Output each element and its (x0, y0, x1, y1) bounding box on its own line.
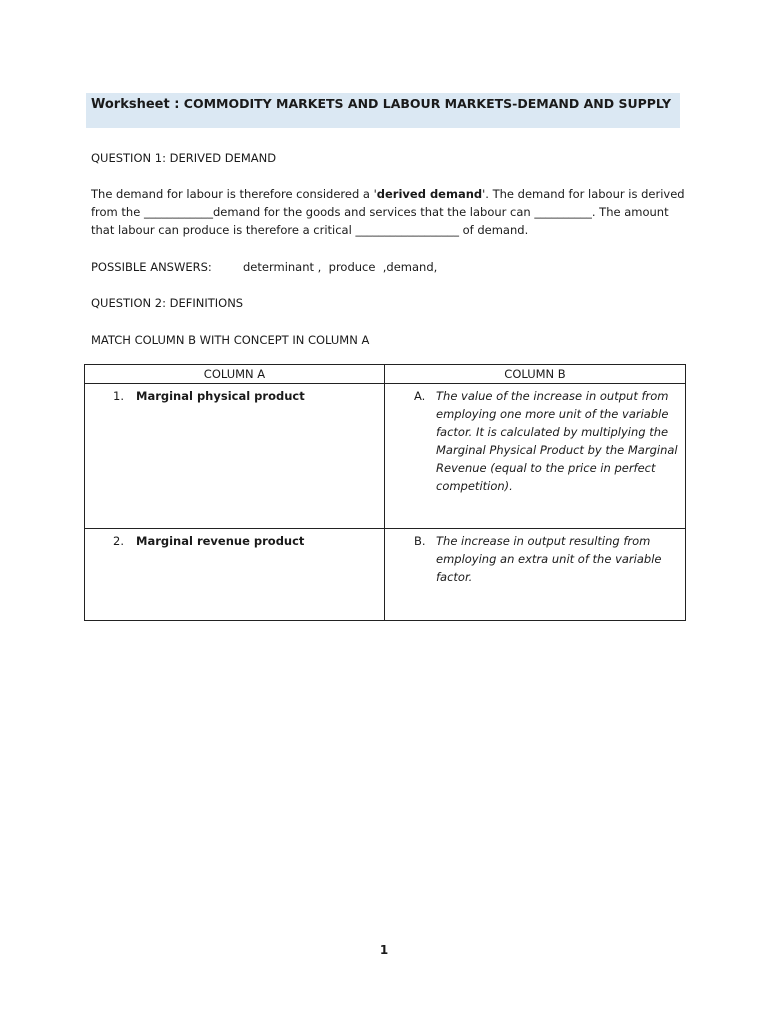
table-header-row (85, 365, 686, 384)
table-row (85, 529, 686, 621)
worksheet-title-lead: Worksheet : (91, 97, 180, 112)
worksheet-title-rest: COMMODITY MARKETS AND LABOUR MARKETS-DEMAND AND SUPPLY (183, 96, 671, 111)
worksheet-title-banner (86, 93, 680, 128)
question1-heading: QUESTION 1: DERIVED DEMAND (91, 151, 277, 165)
match-instruction: MATCH COLUMN B WITH CONCEPT IN COLUMN A (91, 333, 370, 347)
table-row (85, 384, 686, 529)
worksheet-title (91, 95, 671, 113)
item-number: 2. (113, 534, 124, 548)
definition-letter: B. (414, 534, 426, 548)
definition-letter: A. (414, 389, 426, 403)
possible-answers-list: determinant , produce ,demand, (243, 260, 438, 274)
column-a-cell (85, 529, 385, 621)
page-number: 1 (379, 943, 389, 957)
question1-paragraph (91, 185, 691, 239)
item-number: 1. (113, 389, 124, 403)
concept-term: Marginal physical product (136, 389, 305, 403)
column-a-header: COLUMN A (85, 365, 385, 384)
column-b-cell (385, 529, 686, 621)
column-b-header: COLUMN B (385, 365, 686, 384)
question1-para-bold: derived demand (376, 187, 483, 201)
column-b-cell (385, 384, 686, 529)
possible-answers-label: POSSIBLE ANSWERS: (91, 260, 212, 274)
question1-para-part2: '. The demand for labour is derived from the ____________demand for the goods and services that the labour can __________. The amount that labour can produce is therefore a critical __________________ of demand. (91, 187, 685, 237)
column-a-cell (85, 384, 385, 529)
question2-heading: QUESTION 2: DEFINITIONS (91, 296, 244, 310)
definition-text: The increase in output resulting from employing an extra unit of the variable factor. (436, 534, 662, 584)
question1-para-part1: The demand for labour is therefore considered a ' (91, 187, 377, 201)
concept-term: Marginal revenue product (136, 534, 305, 548)
definition-text: The value of the increase in output from employing one more unit of the variable factor. It is calculated by multiplying the Marginal Physical Product by the Marginal Revenue (equal to the price in perfect competition). (436, 389, 678, 493)
possible-answers (91, 258, 438, 276)
matching-table (84, 364, 686, 621)
